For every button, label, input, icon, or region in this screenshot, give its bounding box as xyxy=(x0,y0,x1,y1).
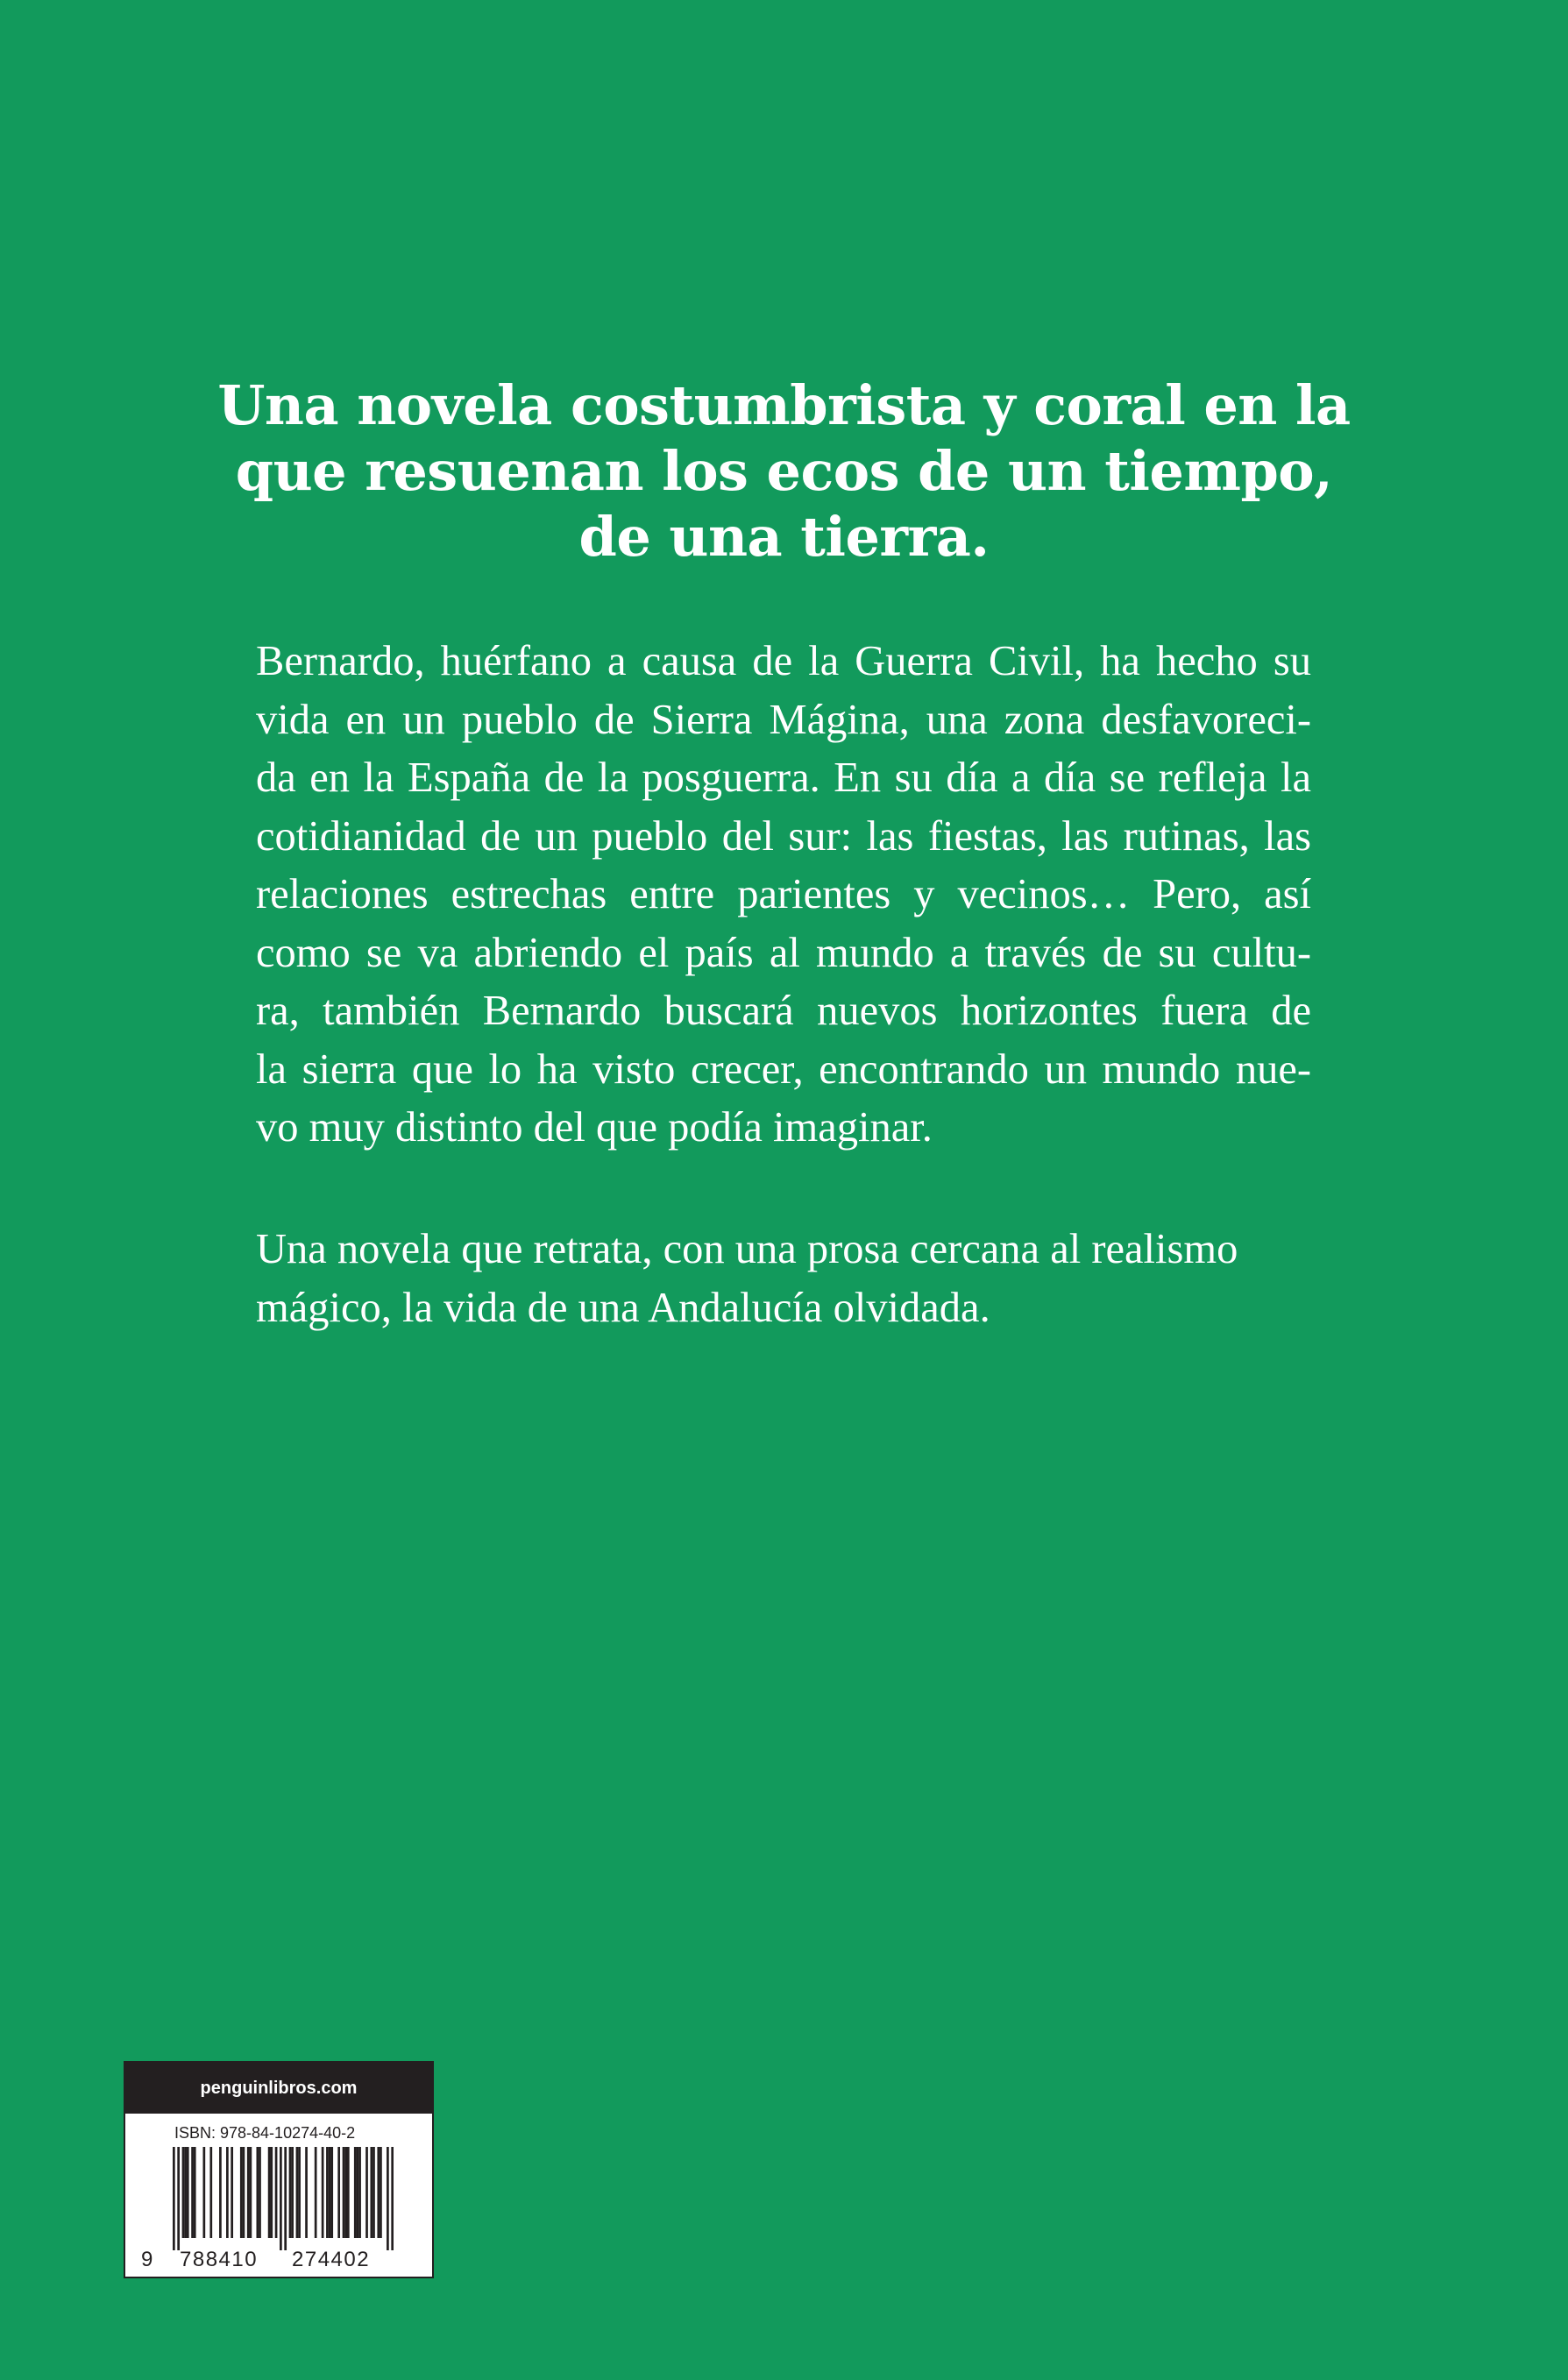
synopsis-line: como se va abriendo el país al mundo a través de su cultu- xyxy=(256,929,1311,976)
synopsis-line: vida en un pueblo de Sierra Mágina, una zona desfavoreci- xyxy=(256,696,1311,743)
barcode-bar xyxy=(329,2147,331,2238)
barcode-bar xyxy=(315,2147,317,2238)
barcode-bar xyxy=(347,2147,350,2238)
barcode-bar xyxy=(173,2147,175,2250)
barcode-bar xyxy=(344,2147,347,2238)
barcode-bar xyxy=(194,2147,196,2238)
barcode-bar xyxy=(243,2147,245,2238)
synopsis-line: la sierra que lo ha visto crecer, encontrando un mundo nue- xyxy=(256,1045,1311,1093)
barcode-bar xyxy=(330,2147,333,2238)
barcode-digits-left: 788410 xyxy=(180,2248,259,2271)
barcode-bar xyxy=(226,2147,229,2238)
barcode-bar xyxy=(357,2147,359,2238)
barcode-bar xyxy=(250,2147,252,2238)
barcode-bar xyxy=(231,2147,233,2238)
barcode-bar xyxy=(365,2147,368,2238)
barcode-bar xyxy=(182,2147,185,2238)
barcode-bar xyxy=(275,2147,278,2238)
barcode-bar xyxy=(219,2147,222,2238)
barcode-bar xyxy=(372,2147,375,2238)
barcode-bar xyxy=(391,2147,394,2250)
synopsis-line: vo muy distinto del que podía imaginar. xyxy=(256,1104,933,1151)
barcode-bar xyxy=(377,2147,380,2238)
synopsis-line: Bernardo, huérfano a causa de la Guerra Civil, ha hecho su xyxy=(256,638,1311,684)
barcode-bar xyxy=(184,2147,187,2238)
barcode-bar xyxy=(289,2147,292,2238)
synopsis-paragraph-1 xyxy=(256,633,1311,1158)
barcode-bar xyxy=(337,2147,340,2238)
barcode-bar xyxy=(380,2147,382,2238)
synopsis-line: mágico, la vida de una Andalucía olvidada. xyxy=(256,1284,990,1331)
tagline-line: que resuenan los ecos de un tiempo, xyxy=(235,439,1333,503)
barcode-bar xyxy=(280,2147,282,2250)
barcode-bar xyxy=(268,2147,271,2238)
barcode-bar xyxy=(177,2147,180,2250)
barcode-bar xyxy=(284,2147,287,2250)
barcode-bar xyxy=(298,2147,301,2238)
synopsis-line: ra, también Bernardo buscará nuevos horizontes fuera de xyxy=(256,988,1311,1034)
synopsis-line: cotidianidad de un pueblo del sur: las fiestas, las rutinas, las xyxy=(256,812,1311,860)
barcode-bar xyxy=(296,2147,299,2238)
synopsis-line: da en la España de la posguerra. En su día a día se refleja la xyxy=(256,754,1311,801)
barcode-bar xyxy=(209,2147,212,2238)
isbn-label: ISBN: 978-84-10274-40-2 xyxy=(174,2124,356,2142)
barcode-bar xyxy=(256,2147,259,2238)
barcode-bar xyxy=(322,2147,324,2238)
tagline-line: Una novela costumbrista y coral en la xyxy=(217,373,1351,437)
barcode-bar xyxy=(358,2147,361,2238)
barcode-bar xyxy=(354,2147,357,2238)
synopsis-paragraph-2 xyxy=(256,1221,1311,1337)
barcode-bar xyxy=(259,2147,261,2238)
synopsis-line: Una novela que retrata, con una prosa cercana al realismo xyxy=(256,1226,1238,1272)
barcode-bars xyxy=(173,2147,394,2250)
barcode-bar xyxy=(270,2147,273,2238)
tagline-line: de una tierra. xyxy=(578,505,990,569)
barcode-bar xyxy=(291,2147,294,2238)
isbn-barcode-box xyxy=(124,2061,434,2278)
barcode-bar xyxy=(247,2147,250,2238)
barcode-bar xyxy=(305,2147,308,2238)
synopsis-line: relaciones estrechas entre parientes y vecinos… Pero, así xyxy=(256,871,1311,917)
barcode-bar xyxy=(240,2147,243,2238)
barcode-bar xyxy=(191,2147,194,2238)
barcode-bar xyxy=(370,2147,372,2238)
barcode-digit-first: 9 xyxy=(141,2248,153,2271)
barcode-bar xyxy=(326,2147,329,2238)
publisher-website: penguinlibros.com xyxy=(125,2063,432,2114)
tagline xyxy=(175,372,1393,570)
barcode-bar xyxy=(343,2147,345,2238)
barcode-bar xyxy=(187,2147,189,2238)
barcode-bar xyxy=(387,2147,389,2250)
barcode-digits-right: 274402 xyxy=(292,2248,371,2271)
barcode-bar xyxy=(202,2147,205,2238)
